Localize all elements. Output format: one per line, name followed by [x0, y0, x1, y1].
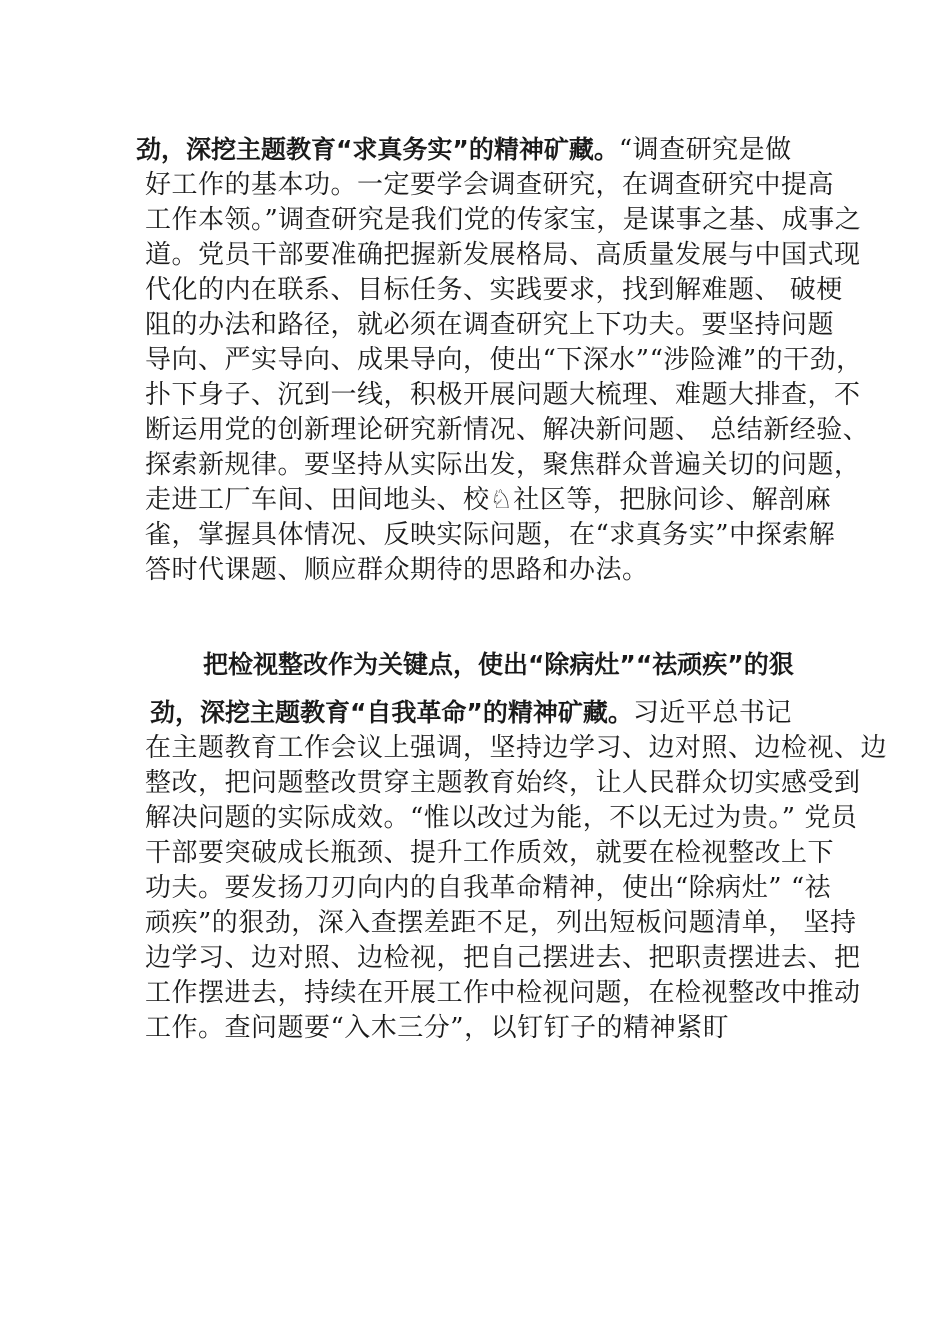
- text-line: [145, 343, 863, 377]
- text-line: [145, 801, 857, 835]
- body-text: 代化的内在联系、目标任务、实践要求，找到解难题、 破梗: [145, 275, 843, 305]
- body-text: 工作。查问题要“入木三分”，以钉钉子的精神紧盯: [145, 1013, 730, 1043]
- text-line: [145, 413, 869, 447]
- text-line: [145, 731, 887, 765]
- body-text: 在主题教育工作会议上强调，坚持边学习、边对照、边检视、边: [145, 733, 888, 763]
- text-line: [145, 273, 843, 307]
- body-text: 工作摆进去，持续在开展工作中检视问题，在检视整改中推动: [145, 978, 861, 1008]
- body-text: 答时代课题、顺应群众期待的思路和办法。: [145, 555, 649, 585]
- text-line: [145, 553, 649, 587]
- text-line: [150, 696, 792, 730]
- body-text: 工作本领。”调查研究是我们党的传家宝，是谋事之基、成事之: [145, 205, 862, 235]
- body-text: 雀，掌握具体情况、反映实际问题，在“求真务实”中探索解: [145, 520, 836, 550]
- text-line: [145, 906, 857, 940]
- bold-lead-text: 把检视整改作为关键点，使出“除病灶”“祛顽疾”的狠: [203, 650, 794, 679]
- body-text: 功夫。要发扬刀刃向内的自我革命精神，使出“除病灶” “祛: [145, 873, 832, 903]
- body-text: 探索新规律。要坚持从实际出发，聚焦群众普遍关切的问题，: [145, 450, 861, 480]
- text-line: [145, 483, 831, 517]
- text-line: [145, 168, 834, 202]
- text-line: [136, 133, 792, 167]
- body-text: 整改，把问题整改贯穿主题教育始终，让人民群众切实感受到: [145, 768, 861, 798]
- text-line: [145, 238, 861, 272]
- body-text: 阻的办法和路径，就必须在调查研究上下功夫。要坚持问题: [145, 310, 835, 340]
- text-line: [203, 648, 794, 682]
- text-line: [145, 941, 861, 975]
- body-text: 走进工厂车间、田间地头、校♘社区等，把脉问诊、解剖麻: [145, 485, 832, 515]
- text-line: [145, 1011, 729, 1045]
- text-line: [145, 518, 835, 552]
- text-line: [145, 836, 834, 870]
- text-line: [145, 976, 861, 1010]
- text-line: [145, 766, 861, 800]
- body-text: 解决问题的实际成效。“惟以改过为能，不以无过为贵。” 党员: [145, 803, 858, 833]
- text-line: [145, 203, 861, 237]
- text-line: [145, 308, 834, 342]
- body-text: 顽疾”的狠劲，深入查摆差距不足，列出短板问题清单， 坚持: [145, 908, 857, 938]
- text-line: [145, 448, 861, 482]
- bold-lead-text: 劲，深挖主题教育“自我革命”的精神矿藏。: [150, 698, 633, 727]
- body-text: 道。党员干部要准确把握新发展格局、高质量发展与中国式现: [145, 240, 861, 270]
- body-text: 扑下身子、沉到一线，积极开展问题大梳理、难题大排查，不: [145, 380, 861, 410]
- body-text: 干部要突破成长瓶颈、提升工作质效，就要在检视整改上下: [145, 838, 835, 868]
- text-line: [145, 378, 861, 412]
- body-text: “调查研究是做: [618, 135, 792, 165]
- text-line: [145, 871, 831, 905]
- body-text: 习近平总书记: [632, 698, 792, 728]
- body-text: 导向、严实导向、成果导向，使出“下深水”“涉险滩”的干劲，: [145, 345, 863, 375]
- body-text: 断运用党的创新理论研究新情况、解决新问题、 总结新经验、: [145, 415, 870, 445]
- bold-lead-text: 劲，深挖主题教育“求真务实”的精神矿藏。: [136, 135, 619, 164]
- body-text: 好工作的基本功。一定要学会调查研究，在调查研究中提高: [145, 170, 835, 200]
- body-text: 边学习、边对照、边检视，把自己摆进去、把职责摆进去、把: [145, 943, 861, 973]
